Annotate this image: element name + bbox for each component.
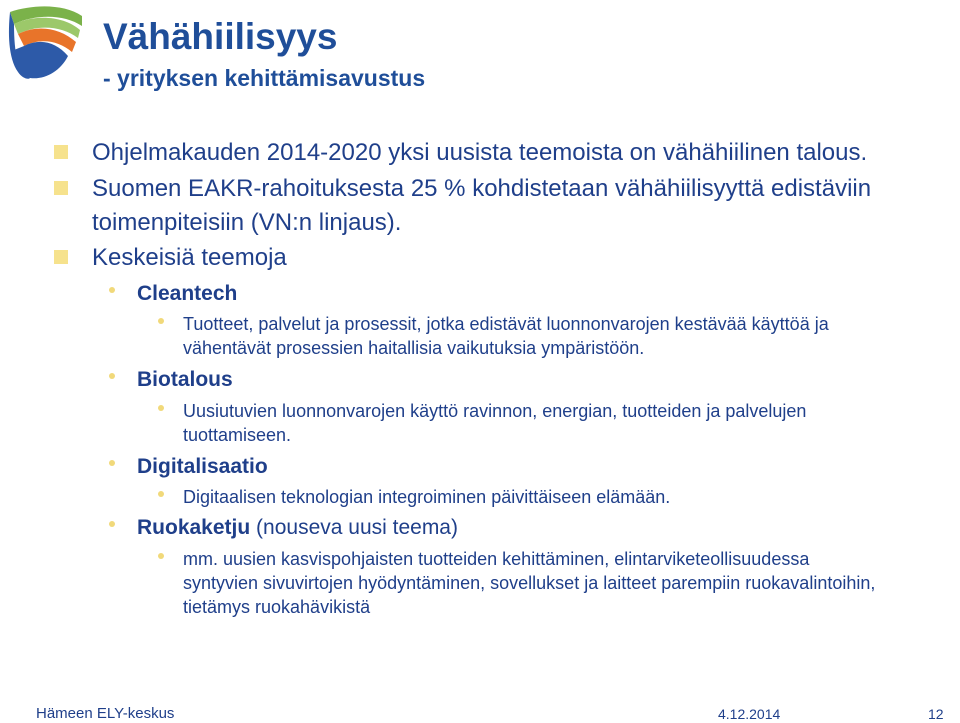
theme-description-continuation — [183, 336, 958, 360]
description-line: mm. uusien kasvispohjaisten tuotteiden kehittäminen, elintarviketeollisuudessa — [183, 549, 810, 569]
dot-bullet-icon — [109, 521, 115, 527]
dot-bullet-icon — [158, 318, 164, 324]
description-line: Uusiutuvien luonnonvarojen käyttö ravinnon, energian, tuotteiden ja palvelujen — [183, 401, 807, 421]
theme-item — [137, 514, 937, 542]
dot-bullet-icon — [109, 287, 115, 293]
slide-subtitle: - yrityksen kehittämisavustus — [103, 65, 426, 91]
theme-description-continuation — [183, 595, 958, 619]
ely-logo-icon — [4, 2, 86, 84]
theme-description-continuation — [183, 571, 958, 595]
footer-organization: Hämeen ELY-keskus — [36, 705, 175, 722]
theme-heading: Cleantech — [137, 282, 238, 305]
bullet-item — [92, 136, 942, 170]
theme-item — [137, 453, 937, 481]
bullet-text: toimenpiteisiin (VN:n linjaus). — [92, 209, 402, 236]
theme-item — [137, 366, 937, 394]
description-line: Tuotteet, palvelut ja prosessit, jotka edistävät luonnonvarojen kestävää käyttöä ja — [183, 314, 829, 334]
dot-bullet-icon — [158, 553, 164, 559]
theme-item — [137, 280, 937, 308]
dot-bullet-icon — [158, 491, 164, 497]
theme-heading: Ruokaketju — [137, 516, 251, 539]
theme-description-continuation — [183, 423, 958, 447]
dot-bullet-icon — [109, 460, 115, 466]
description-line: tuottamiseen. — [183, 425, 292, 445]
bullet-text: Suomen EAKR-rahoituksesta 25 % kohdistetaan vähähiilisyyttä edistäviin — [92, 175, 872, 202]
page-number: 12 — [928, 706, 944, 722]
bullet-text: Ohjelmakauden 2014-2020 yksi uusista teemoista on vähähiilinen talous. — [92, 139, 868, 166]
description-line: tietämys ruokahävikistä — [183, 597, 371, 617]
description-line: Digitaalisen teknologian integroiminen päivittäiseen elämään. — [183, 487, 671, 507]
theme-heading: Biotalous — [137, 368, 233, 391]
bullet-item — [92, 241, 942, 275]
bullet-item — [92, 172, 942, 206]
dot-bullet-icon — [109, 373, 115, 379]
theme-heading: Digitalisaatio — [137, 455, 268, 478]
theme-description — [183, 547, 958, 571]
bullet-continuation — [92, 206, 942, 240]
theme-description — [183, 399, 958, 423]
theme-heading-extra: (nouseva uusi teema) — [250, 516, 458, 539]
description-line: vähentävät prosessien haitallisia vaikutuksia ympäristöön. — [183, 338, 645, 358]
theme-description — [183, 485, 958, 509]
square-bullet-icon — [54, 181, 68, 195]
description-line: syntyvien sivuvirtojen hyödyntäminen, sovellukset ja laitteet parempiin ruokavalintoihin, — [183, 573, 876, 593]
square-bullet-icon — [54, 145, 68, 159]
theme-description — [183, 312, 958, 336]
slide-title: Vähähiilisyys — [103, 16, 338, 57]
dot-bullet-icon — [158, 405, 164, 411]
square-bullet-icon — [54, 250, 68, 264]
bullet-text: Keskeisiä teemoja — [92, 244, 287, 271]
footer-date: 4.12.2014 — [718, 706, 781, 722]
